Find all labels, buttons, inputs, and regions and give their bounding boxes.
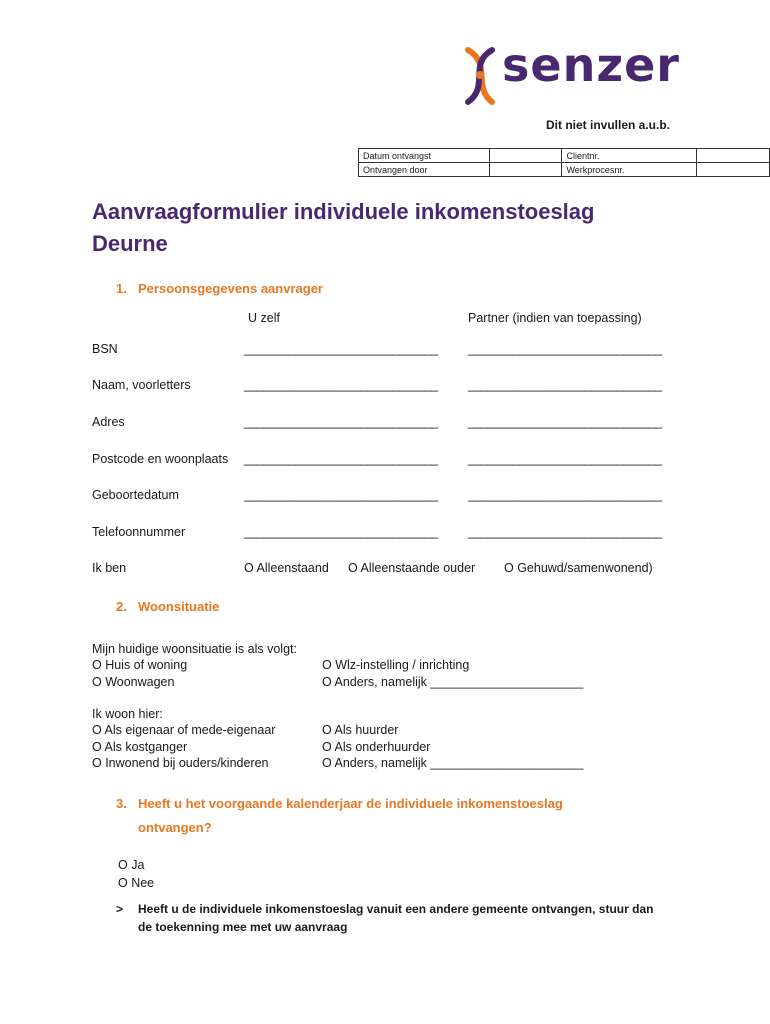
field-label: Ik ben (92, 561, 127, 575)
office-cell-value[interactable] (697, 149, 770, 163)
table-row (359, 149, 770, 163)
radio-option[interactable]: O Alleenstaand (244, 561, 329, 575)
input-line-partner[interactable]: ______________________________ (468, 525, 662, 539)
section-1-heading (116, 281, 323, 296)
section-title-line-2: ontvangen? (138, 820, 212, 835)
input-line-self[interactable]: ______________________________ (244, 415, 438, 429)
office-cell-label: Clientnr. (562, 149, 697, 163)
radio-option[interactable]: O Ja (118, 858, 145, 872)
question-text: Mijn huidige woonsituatie is als volgt: (92, 642, 297, 656)
title-line-2: Deurne (92, 231, 168, 256)
input-line-self[interactable]: ______________________________ (244, 452, 438, 466)
field-label: Postcode en woonplaats (92, 452, 229, 466)
note-text-line-2: de toekenning mee met uw aanvraag (138, 920, 348, 934)
input-line-partner[interactable]: ______________________________ (468, 342, 662, 356)
page-title (92, 196, 594, 260)
radio-option[interactable]: O Als huurder (322, 723, 399, 737)
input-line-self[interactable]: ______________________________ (244, 525, 438, 539)
note-bullet: > (116, 902, 124, 916)
radio-option[interactable]: O Anders, namelijk ______________________ (322, 675, 584, 689)
office-cell-label: Werkprocesnr. (562, 163, 697, 177)
office-cell-label: Ontvangen door (359, 163, 490, 177)
input-line-partner[interactable]: ______________________________ (468, 488, 662, 502)
field-label: Telefoonnummer (92, 525, 186, 539)
senzer-logo (462, 38, 682, 108)
section-number: 1. (116, 281, 127, 296)
section-number: 2. (116, 599, 127, 614)
column-header-partner: Partner (indien van toepassing) (468, 311, 642, 325)
field-label: Naam, voorletters (92, 378, 191, 392)
section-2-heading (116, 599, 219, 614)
office-use-note: Dit niet invullen a.u.b. (546, 118, 671, 132)
section-title: Woonsituatie (138, 599, 220, 614)
office-cell-label: Datum ontvangst (359, 149, 490, 163)
office-cell-value[interactable] (489, 163, 562, 177)
radio-option[interactable]: O Wlz-instelling / inrichting (322, 658, 470, 672)
column-header-self: U zelf (248, 311, 280, 325)
field-label: BSN (92, 342, 118, 356)
input-line-self[interactable]: ______________________________ (244, 378, 438, 392)
radio-option[interactable]: O Als eigenaar of mede-eigenaar (92, 723, 276, 737)
note-text-line-1: Heeft u de individuele inkomenstoeslag vanuit een andere gemeente ontvangen, stuur dan (138, 902, 654, 916)
radio-option[interactable]: O Als kostganger (92, 740, 188, 754)
radio-option[interactable]: O Huis of woning (92, 658, 188, 672)
section-3-heading-cont (138, 820, 212, 835)
radio-option[interactable]: O Woonwagen (92, 675, 175, 689)
field-label: Geboortedatum (92, 488, 179, 502)
office-use-table (358, 148, 770, 177)
radio-option[interactable]: O Inwonend bij ouders/kinderen (92, 756, 269, 770)
title-line-1: Aanvraagformulier individuele inkomenstoeslag (92, 199, 595, 224)
table-row (359, 163, 770, 177)
senzer-logo-mark-icon (462, 44, 502, 106)
section-number: 3. (116, 796, 127, 811)
input-line-partner[interactable]: ______________________________ (468, 452, 662, 466)
section-title: Persoonsgegevens aanvrager (138, 281, 323, 296)
input-line-self[interactable]: ______________________________ (244, 342, 438, 356)
section-title-line-1: Heeft u het voorgaande kalenderjaar de individuele inkomenstoeslag (138, 796, 563, 811)
office-cell-value[interactable] (697, 163, 770, 177)
section-3-heading (116, 796, 563, 811)
radio-option[interactable]: O Als onderhuurder (322, 740, 431, 754)
radio-option[interactable]: O Nee (118, 876, 155, 890)
office-cell-value[interactable] (489, 149, 562, 163)
question-text: Ik woon hier: (92, 707, 163, 721)
radio-option[interactable]: O Alleenstaande ouder (348, 561, 476, 575)
input-line-self[interactable]: ______________________________ (244, 488, 438, 502)
input-line-partner[interactable]: ______________________________ (468, 415, 662, 429)
field-label: Adres (92, 415, 125, 429)
radio-option[interactable]: O Anders, namelijk ______________________ (322, 756, 584, 770)
logo-wordmark: senzer (502, 38, 680, 92)
input-line-partner[interactable]: ______________________________ (468, 378, 662, 392)
radio-option[interactable]: O Gehuwd/samenwonend) (504, 561, 653, 575)
